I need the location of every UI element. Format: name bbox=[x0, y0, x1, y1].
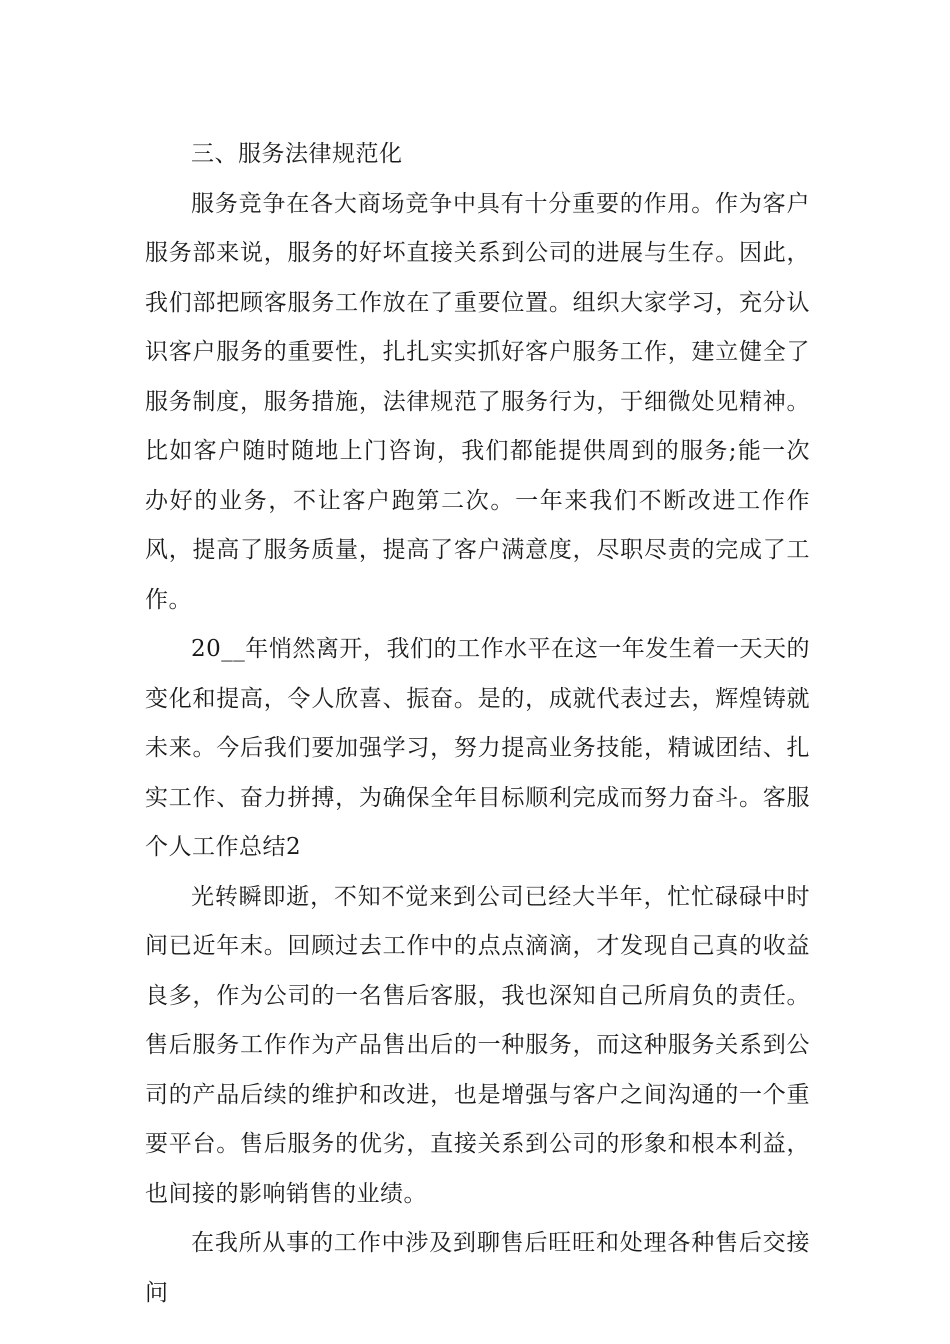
paragraph-after-sales-intro: 光转瞬即逝，不知不觉来到公司已经大半年，忙忙碌碌中时间已近年末。回顾过去工作中的点点滴滴，才发现自己真的收益良多，作为公司的一名售后客服，我也深知自己所肩负的责任。售后服务工作作为产品售出后的一种服务，而这种服务关系到公司的产品后续的维护和改进，也是增强与客户之间沟通的一个重要平台。售后服务的优劣，直接关系到公司的形象和根本利益，也间接的影响销售的业绩。 bbox=[145, 883, 810, 1207]
paragraph-work-scope: 在我所从事的工作中涉及到聊售后旺旺和处理各种售后交接问 bbox=[145, 1230, 810, 1306]
section-heading: 三、服务法律规范化 bbox=[191, 141, 403, 167]
paragraph-year-summary: 20__年悄然离开，我们的工作水平在这一年发生着一天天的变化和提高，令人欣喜、振奋。是的，成就代表过去，辉煌铸就未来。今后我们要加强学习，努力提高业务技能，精诚团结、扎实工作、奋力拼搏，为确保全年目标顺利完成而努力奋斗。客服个人工作总结2 bbox=[145, 636, 810, 860]
paragraph-service-competition: 服务竞争在各大商场竞争中具有十分重要的作用。作为客户服务部来说，服务的好坏直接关系到公司的进展与生存。因此，我们部把顾客服务工作放在了重要位置。组织大家学习，充分认识客户服务的重要性，扎扎实实抓好客户服务工作，建立健全了服务制度，服务措施，法律规范了服务行为，于细微处见精神。比如客户随时随地上门咨询，我们都能提供周到的服务;能一次办好的业务，不让客户跑第二次。一年来我们不断改进工作作风，提高了服务质量，提高了客户满意度，尽职尽责的完成了工作。 bbox=[145, 190, 810, 613]
document-body bbox=[145, 130, 810, 1318]
